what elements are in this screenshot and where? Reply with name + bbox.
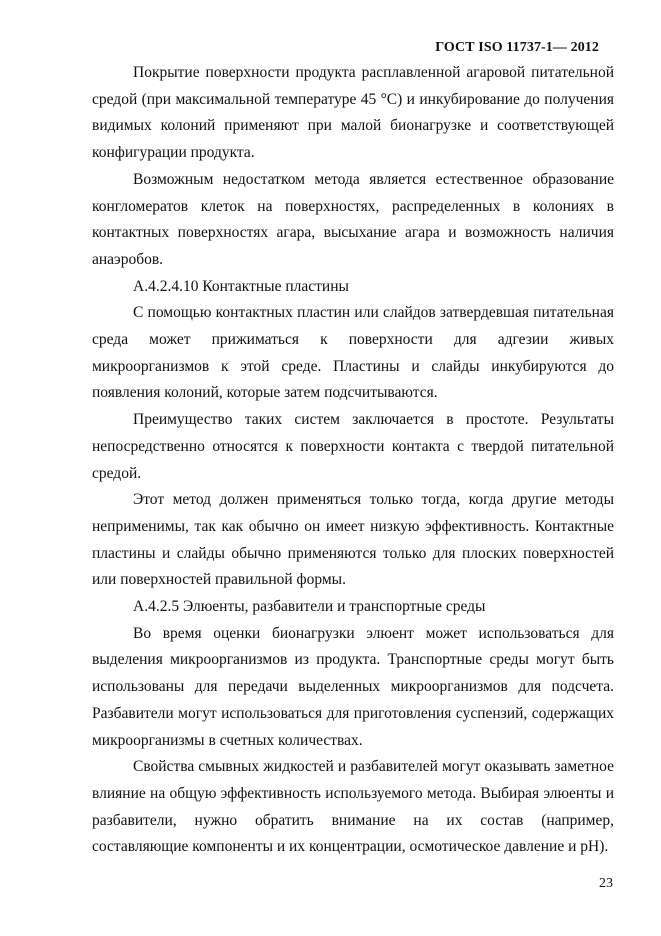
document-header: ГОСТ ISO 11737-1— 2012: [435, 40, 599, 55]
paragraph-eluents-properties: Свойства смывных жидкостей и разбавителей могут оказывать заметное влияние на общую эффективность используемого метода. Выбирая элюенты и разбавители, нужно обратить внимание на их состав (например, составляющие компоненты и их концентрации, осмотическое давление и pH).: [92, 758, 614, 856]
paragraph-contact-plates-advantage: Преимущество таких систем заключается в простоте. Результаты непосредственно относятся к поверхности контакта с твердой питательной средой.: [92, 411, 614, 482]
paragraph-eluents-usage: Во время оценки бионагрузки элюент может использоваться для выделения микроорганизмов из продукта. Транспортные среды могут быть использованы для передачи выделенных микроорганизмов для подсчета. Разбавители могут использоваться для приготовления суспензий, содержащих микроорганизмы в счетных количествах.: [92, 624, 614, 749]
paragraph-agar-overlay: Покрытие поверхности продукта расплавленной агаровой питательной средой (при максимальной температуре 45 °С) и инкубирование до получения видимых колоний применяют при малой бионагрузке и соответствующей конфигурации продукта.: [92, 64, 614, 162]
paragraph-contact-plates-limitations: Этот метод должен применяться только тогда, когда другие методы неприменимы, так как обычно он имеет низкую эффективность. Контактные пластины и слайды обычно применяются только для плоских поверхностей или поверхностей правильной формы.: [92, 491, 614, 589]
document-body: [92, 60, 614, 861]
page-number: 23: [599, 876, 613, 891]
section-heading-eluents: А.4.2.5 Элюенты, разбавители и транспортные среды: [133, 598, 486, 616]
paragraph-contact-plates-usage: С помощью контактных пластин или слайдов затвердевшая питательная среда может прижиматься к поверхности для адгезии живых микроорганизмов к этой среде. Пластины и слайды инкубируются до появления колоний, которые затем подсчитываются.: [92, 304, 614, 402]
section-heading-contact-plates: А.4.2.4.10 Контактные пластины: [133, 277, 349, 295]
paragraph-method-drawbacks: Возможным недостатком метода является естественное образование конгломератов клеток на поверхностях, распределенных в колониях в контактных поверхностях агара, высыхание агара и возможность наличия анаэробов.: [92, 170, 614, 268]
